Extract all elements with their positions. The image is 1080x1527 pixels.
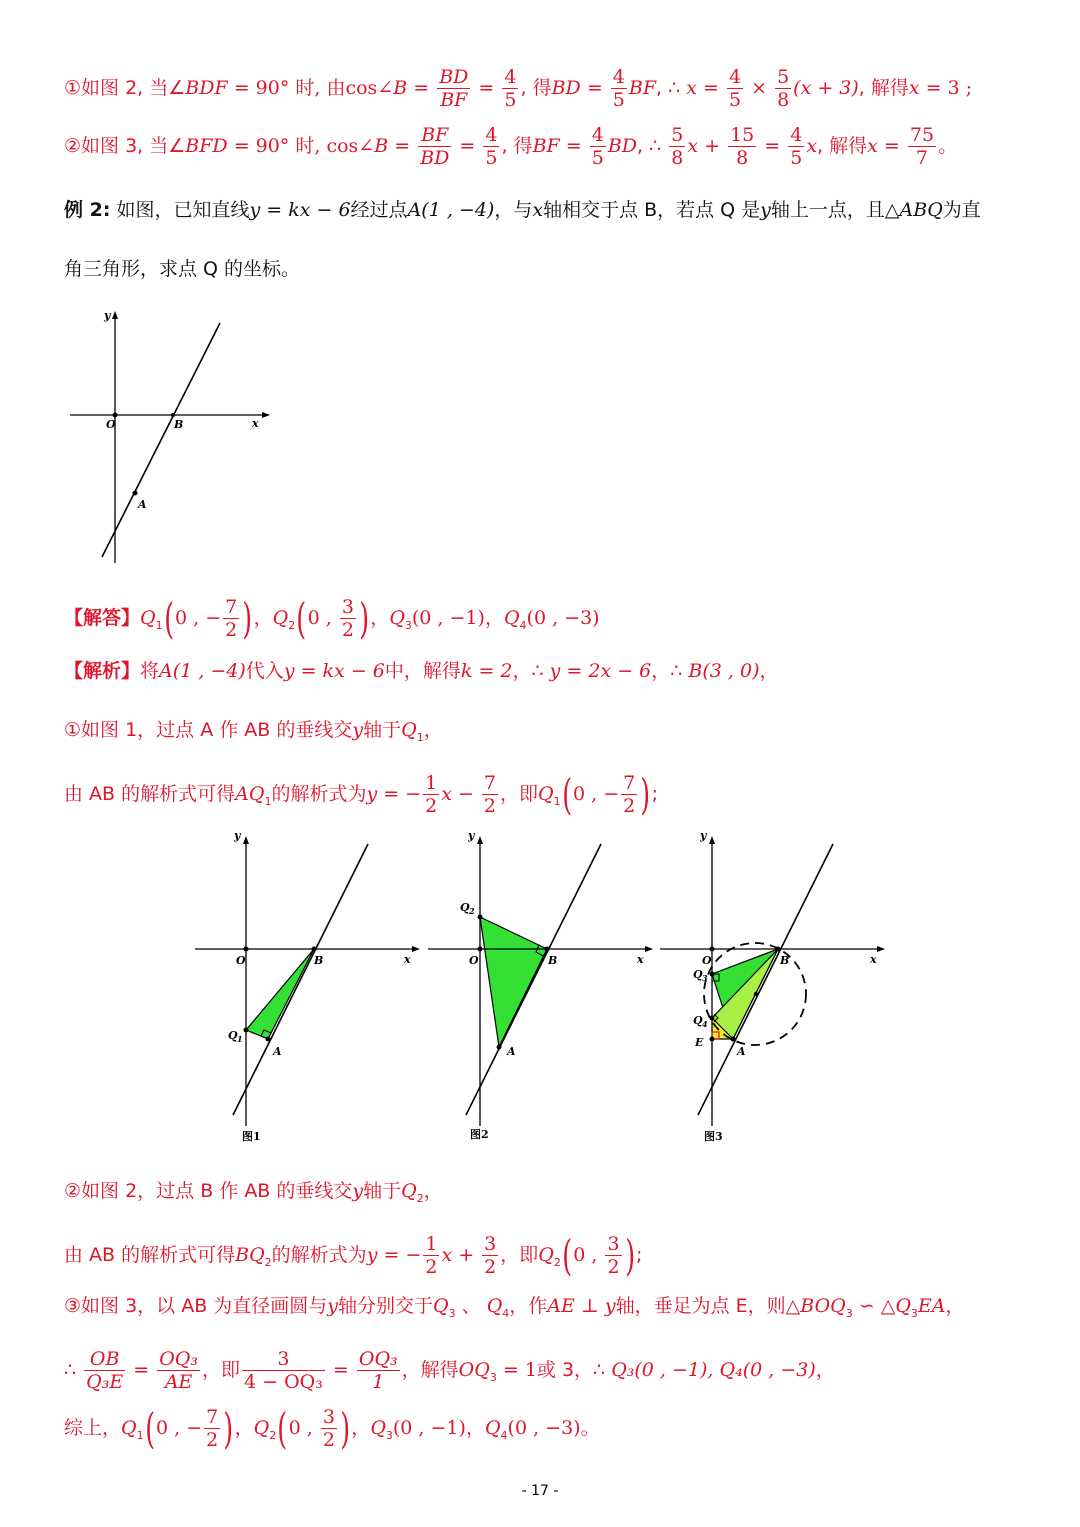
- math: x: [686, 77, 697, 99]
- text: 轴上一点，且△: [770, 199, 900, 221]
- svg-text:A: A: [273, 1045, 282, 1058]
- svg-text:x: x: [870, 953, 877, 966]
- fraction: $\frac{4}{5}$: [790, 124, 803, 169]
- fraction: $\frac{75}{7}$: [909, 124, 935, 169]
- svg-text:Q: Q: [693, 968, 703, 981]
- example-2-problem: [64, 196, 981, 224]
- math: B: [393, 77, 408, 99]
- svg-text:B: B: [314, 954, 324, 967]
- math: BF: [532, 135, 560, 157]
- text: 角三角形，求点 Q 的坐标。: [64, 258, 301, 280]
- svg-text:x: x: [404, 953, 411, 966]
- svg-text:B: B: [780, 954, 790, 967]
- figure-3: [660, 829, 885, 1143]
- caption: 图3: [704, 1130, 723, 1143]
- fraction: $\frac{BD}{BF}$: [439, 66, 469, 111]
- text: ①如图 2, 当∠: [64, 77, 186, 99]
- problem-figure: [62, 305, 282, 570]
- text: , ∴: [656, 77, 687, 99]
- svg-text:O: O: [469, 954, 479, 967]
- svg-text:Q: Q: [228, 1029, 238, 1042]
- math: =: [758, 135, 787, 157]
- svg-text:O: O: [236, 954, 246, 967]
- analysis-label: 【解析】: [64, 660, 141, 682]
- y-axis-arrow-icon: [477, 836, 483, 844]
- text: 。: [938, 135, 958, 157]
- y-axis-arrow-icon: [112, 311, 118, 319]
- example-label: 例 2:: [64, 199, 111, 221]
- triangle-abq2: [480, 917, 547, 1047]
- math: =: [580, 77, 609, 99]
- case-3-intro: ③如图 3，以 AB 为直径画圆与y轴分别交于$Q_3$ 、 $Q_4$，作AE ⊥ y轴，垂足为点 E，则$\triangle BOQ_3$ ∽ $\triangle Q_3EA$，: [64, 1295, 965, 1320]
- text: , 得: [501, 135, 533, 157]
- point-o: [113, 413, 118, 418]
- math: = 90° 时, 由cos∠: [227, 77, 394, 99]
- fraction: $\frac{4}{5}$: [504, 66, 517, 111]
- svg-text:x: x: [637, 953, 644, 966]
- circle-center: [754, 992, 758, 996]
- y-axis-arrow-icon: [243, 836, 249, 844]
- x-axis-arrow-icon: [262, 412, 270, 418]
- svg-text:Q: Q: [693, 1014, 703, 1027]
- math: BDF: [185, 77, 228, 99]
- math: (x + 3): [793, 77, 859, 99]
- case-3-equation: ∴ $\frac{OB}{\text{Q₃E}}$ = $\frac{\text{OQ₃}}{AE}$ ，即 $\frac{3}{\text{4 − OQ₃}}$ = $\frac{\text{OQ₃}}{1}$ ，解得$OQ_3 = 1$或 3，∴ Q₃(0 , −1), Q₄(0 , −3)，: [64, 1348, 835, 1393]
- text: , ∴: [637, 135, 668, 157]
- fraction: $\frac{4}{5}$: [612, 66, 625, 111]
- caption: 图1: [242, 1130, 261, 1143]
- text: , 解得: [817, 135, 868, 157]
- text: 经过点: [350, 199, 408, 221]
- solution-case-1: [64, 66, 972, 111]
- analysis-line: 【解析】将A(1 , −4)代入y = kx − 6中，解得k = 2，∴ y = 2x − 6，∴ B(3 , 0)，: [64, 660, 779, 682]
- fraction: $\frac{4}{5}$: [485, 124, 498, 169]
- point-a: [133, 491, 138, 496]
- math: ×: [745, 77, 774, 99]
- math: x: [806, 135, 818, 157]
- fraction: $\frac{4}{5}$: [728, 66, 742, 111]
- svg-text:2: 2: [469, 906, 475, 916]
- math: (0 , −3): [526, 607, 600, 629]
- svg-text:1: 1: [237, 1034, 243, 1044]
- fraction: $\frac{3}{2}$: [341, 596, 354, 641]
- math: =: [407, 77, 436, 99]
- math: Q: [503, 607, 520, 629]
- text: , 解得: [858, 77, 909, 99]
- math: BD: [607, 135, 638, 157]
- math: 0 , −: [174, 607, 222, 629]
- text: , 得: [520, 77, 552, 99]
- figure-2: [428, 829, 653, 1141]
- triangle-abq1: [246, 949, 314, 1039]
- text: ，与: [494, 199, 533, 221]
- math: BD: [551, 77, 581, 99]
- math: = 90° 时, cos∠: [227, 135, 375, 157]
- page-number: - 17 -: [521, 1483, 559, 1499]
- math: =: [877, 135, 906, 157]
- a-label: A: [138, 498, 147, 511]
- answer-line: 【解答】$Q_1(0$ , − $\frac{7}{2}$ )，$Q_2(0$ , $\frac{3}{2}$ )，$Q_3(0$ , −1)，$Q_4(0$ , −3): [64, 593, 600, 643]
- b-label: B: [174, 418, 184, 431]
- caption: 图2: [470, 1128, 489, 1141]
- o-label: O: [106, 418, 116, 431]
- text: 为直: [942, 199, 981, 221]
- case-2-equation: 由 AB 的解析式可得$BQ_2$的解析式为y = − $\frac{1}{2}$ x + $\frac{3}{2}$ ，即$Q_2(0$ , $\frac{3}{2}$ );: [64, 1230, 643, 1280]
- fraction: $\frac{5}{8}$: [777, 66, 790, 111]
- math: =: [472, 77, 501, 99]
- fraction: $\frac{BF}{BD}$: [420, 124, 450, 169]
- text: 轴相交于点 B，若点 Q 是: [543, 199, 761, 221]
- svg-text:3: 3: [702, 973, 708, 983]
- text: ②如图 3, 当∠: [64, 135, 186, 157]
- point-b: [171, 413, 175, 417]
- fraction: $\frac{4}{5}$: [591, 124, 604, 169]
- math: BFD: [185, 135, 228, 157]
- figures-1-3: [190, 828, 890, 1150]
- math: BF: [628, 77, 657, 99]
- math: y: [760, 199, 771, 221]
- x-label: x: [252, 417, 259, 430]
- figure-1: [195, 829, 420, 1143]
- solution-case-2: [64, 124, 957, 169]
- y-label: y: [104, 309, 111, 322]
- math: (0 , −1): [411, 607, 485, 629]
- fraction: $\frac{7}{2}$: [225, 596, 238, 641]
- math: =: [388, 135, 417, 157]
- svg-text:y: y: [700, 829, 707, 842]
- svg-text:A: A: [507, 1045, 516, 1058]
- svg-text:y: y: [468, 829, 475, 842]
- svg-text:4: 4: [702, 1019, 708, 1029]
- text: 如图，已知直线: [110, 199, 250, 221]
- x-axis-arrow-icon: [877, 946, 885, 952]
- math: x +: [687, 135, 727, 157]
- case-1-equation: 由 AB 的解析式可得$AQ_1$的解析式为y = − $\frac{1}{2}$ x − $\frac{7}{2}$ ，即$Q_1(0$ , − $\frac{7}{2}$ );: [64, 769, 659, 819]
- math: =: [696, 77, 725, 99]
- svg-text:O: O: [702, 954, 712, 967]
- svg-text:E: E: [695, 1036, 704, 1049]
- math: A(1 , −4): [407, 199, 495, 221]
- y-axis-arrow-icon: [709, 836, 715, 844]
- math: x: [532, 199, 544, 221]
- math: x: [908, 77, 920, 99]
- line-ab: [102, 323, 220, 557]
- svg-text:y: y: [234, 829, 241, 842]
- example-2-problem-cont: [64, 255, 300, 283]
- case-2-intro: ②如图 2，过点 B 作 AB 的垂线交y轴于$Q_2$，: [64, 1180, 443, 1205]
- math: ABQ: [899, 199, 943, 221]
- math: Q: [389, 607, 405, 629]
- x-axis-arrow-icon: [645, 946, 653, 952]
- fraction: $\frac{15}{8}$: [730, 124, 755, 169]
- math: 0 ,: [307, 607, 338, 629]
- svg-text:A: A: [737, 1045, 746, 1058]
- math: Q: [272, 607, 289, 629]
- svg-text:Q: Q: [460, 901, 470, 914]
- math: =: [559, 135, 588, 157]
- math: =: [453, 135, 482, 157]
- fraction: $\frac{5}{8}$: [671, 124, 684, 169]
- math: = 3 ;: [919, 77, 973, 99]
- x-axis-arrow-icon: [412, 946, 420, 952]
- case-1-intro: ①如图 1，过点 A 作 AB 的垂线交y轴于$Q_1$，: [64, 719, 443, 744]
- svg-text:B: B: [548, 954, 558, 967]
- answer-label: 【解答】: [64, 607, 141, 629]
- math: x: [867, 135, 878, 157]
- math: Q: [140, 607, 156, 629]
- math: B: [374, 135, 389, 157]
- math: y = kx − 6: [249, 199, 351, 221]
- summary-line: 综上，$Q_1(0$ , − $\frac{7}{2}$ )，$Q_2(0$ , $\frac{3}{2}$ )，$Q_3(0$ , −1)，$Q_4(0$ , −3)。: [64, 1403, 600, 1453]
